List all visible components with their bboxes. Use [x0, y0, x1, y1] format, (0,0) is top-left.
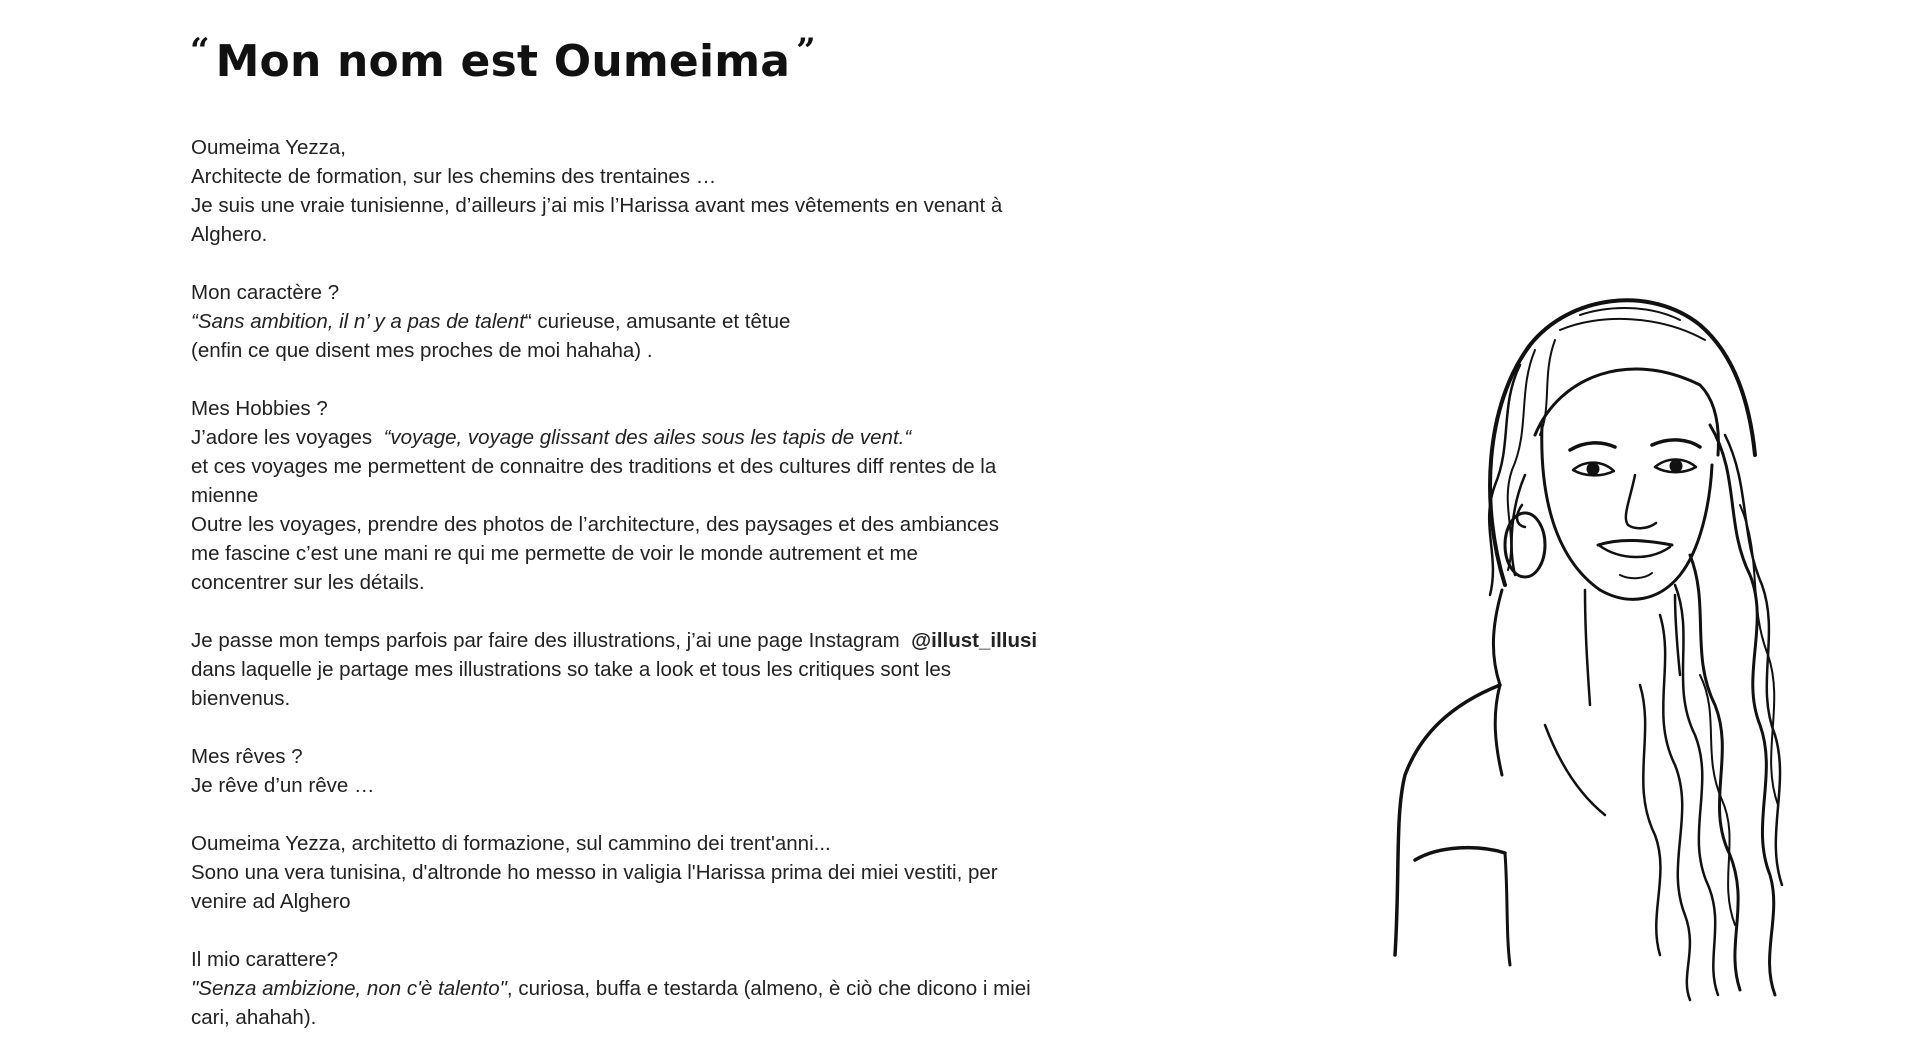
italian-character-aside: cari, ahahah). — [191, 1006, 317, 1029]
illustrations-line: bienvenus. — [191, 687, 291, 710]
character-aside: (enfin ce que disent mes proches de moi hahaha) . — [191, 339, 653, 362]
italian-character-question: Il mio carattere? — [191, 948, 338, 971]
close-quote-mark: ” — [796, 31, 816, 71]
dreams-question: Mes rêves ? — [191, 745, 303, 768]
italian-character-paragraph — [191, 945, 1071, 1032]
hobbies-line: mienne — [191, 484, 259, 507]
hobbies-line: et ces voyages me permettent de connaitre des traditions et des cultures diff rentes de la — [191, 455, 997, 478]
dreams-answer: Je rêve d’un rêve … — [191, 774, 375, 797]
dreams-paragraph — [191, 742, 1071, 800]
page-header — [190, 30, 816, 94]
character-question: Mon caractère ? — [191, 281, 340, 304]
hobbies-quote-close: “ — [904, 426, 912, 449]
intro-line: Alghero. — [191, 223, 268, 246]
hobbies-quote: “voyage, voyage glissant des ailes sous les tapis de vent. — [383, 426, 905, 449]
hobbies-quote-line — [191, 423, 1071, 452]
italian-intro-paragraph — [191, 829, 1071, 916]
instagram-handle[interactable]: @illust_illusi — [911, 629, 1038, 652]
intro-paragraph — [191, 133, 1071, 249]
character-traits: “ curieuse, amusante et têtue — [524, 310, 791, 333]
italian-intro-line: Sono una vera tunisina, d'altronde ho messo in valigia l'Harissa prima dei miei vestiti, per — [191, 861, 998, 884]
character-quote-line — [191, 307, 1071, 336]
hobbies-question: Mes Hobbies ? — [191, 397, 328, 420]
hobbies-line: Outre les voyages, prendre des photos de l’architecture, des paysages et des ambiances — [191, 513, 999, 536]
italian-character-quote: "Senza ambizione, non c'è talento" — [191, 977, 507, 1000]
illustrations-intro: Je passe mon temps parfois par faire des illustrations, j’ai une page Instagram — [191, 629, 912, 652]
intro-line: Oumeima Yezza, — [191, 136, 346, 159]
hobbies-intro: J’adore les voyages — [191, 426, 384, 449]
open-quote-mark: “ — [190, 31, 210, 71]
bio-content — [191, 133, 1071, 1032]
intro-line: Je suis une vraie tunisienne, d’ailleurs j’ai mis l’Harissa avant mes vêtements en venant à — [191, 194, 1003, 217]
hobbies-line: me fascine c’est une mani re qui me permette de voir le monde autrement et me — [191, 542, 918, 565]
portrait-illustration — [1330, 255, 1790, 1005]
italian-intro-line: Oumeima Yezza, architetto di formazione, sul cammino dei trent'anni... — [191, 832, 831, 855]
illustrations-paragraph — [191, 626, 1071, 713]
character-paragraph — [191, 278, 1071, 365]
intro-line: Architecte de formation, sur les chemins des trentaines … — [191, 165, 717, 188]
italian-character-quote-line — [191, 974, 1071, 1003]
hobbies-line: concentrer sur les détails. — [191, 571, 425, 594]
character-quote: “Sans ambition, il n’ y a pas de talent — [191, 310, 525, 333]
illustrations-line: dans laquelle je partage mes illustrations so take a look et tous les critiques sont les — [191, 658, 952, 681]
hobbies-paragraph — [191, 394, 1071, 597]
page-title: Mon nom est Oumeima — [215, 36, 791, 87]
illustrations-line — [191, 626, 1071, 655]
italian-intro-line: venire ad Alghero — [191, 890, 351, 913]
italian-character-traits: , curiosa, buffa e testarda (almeno, è ciò che dicono i miei — [506, 977, 1031, 1000]
